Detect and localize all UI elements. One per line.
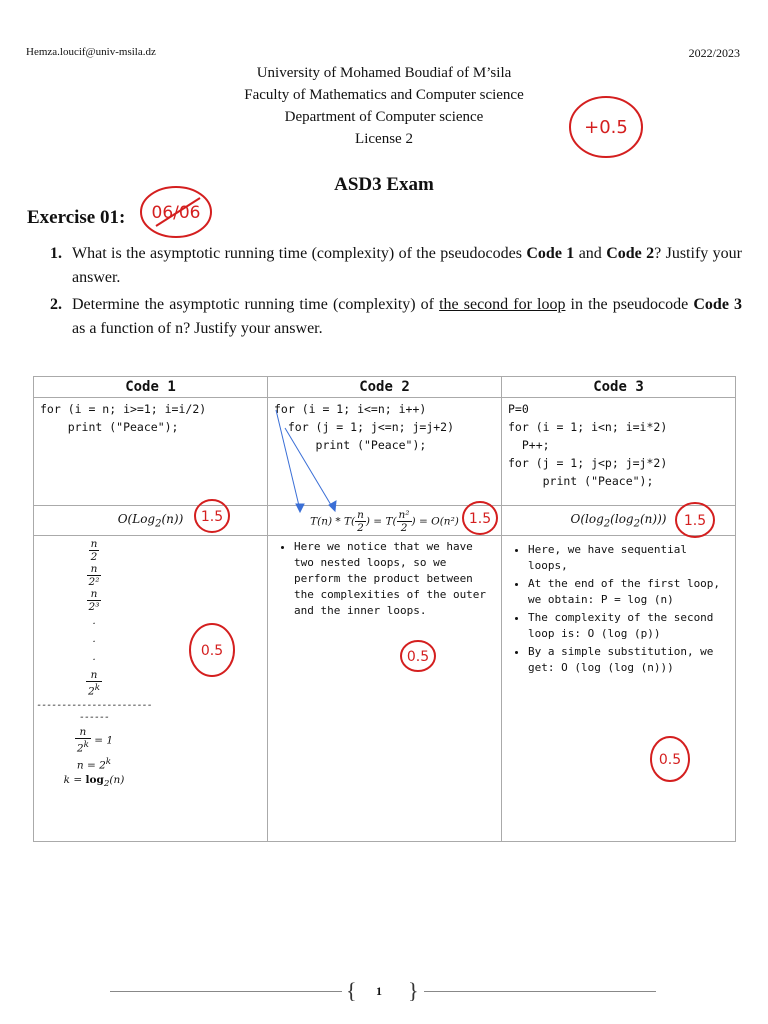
code-3-explanation-item-3: • The complexity of the second loop is: O (log (p)) [528,610,729,642]
exam-title: ASD3 Exam [334,174,434,195]
blue-arrows [276,410,336,512]
bonus-mark: +0.5 [584,117,628,138]
q1-code2: Code 2 [606,245,655,262]
author-email: Hemza.loucif@univ-msila.dz [26,46,156,58]
q2-underlined: the second for loop [439,296,566,313]
step-n-over-2-cubed: $\frac{n}{\text{2³}}$ [88,588,100,613]
header-code-3: Code 3 [502,377,736,398]
footer-line-left [110,991,342,992]
question-2-number: 2. [50,296,62,313]
page-brace-right: } [408,978,419,1003]
equation-3: $k = \log_2(n)$ [63,773,125,789]
page-brace-left: { [346,978,357,1003]
q1-text-b: ? Justify your answer. [72,245,742,286]
step-n-over-2: $\frac{n}{2}$ [90,538,98,563]
exercise-label: Exercise 01: [27,207,126,228]
code-3-explanation-item-4: • By a simple substitution, we get: O (log (log (n))) [528,644,729,676]
q2-text-a: Determine the asymptotic running time (complexity) of [72,296,440,313]
academic-year: 2022/2023 [688,46,740,60]
step-n-over-2-squared: $\frac{n}{\text{2²}}$ [88,563,100,588]
ink-text [152,117,707,768]
mark-expl2: 0.5 [406,649,430,665]
header-code-1: Code 1 [34,377,268,398]
complexity-code-2: T(n) * T( $\frac{n}{2}$ ) = T( $\frac{\text{n²}}{2}$ ) = O(n²) [310,509,459,534]
dot-3: . [92,651,96,663]
complexity-code-3: $O(\log_2(\log_2(n)))$ [570,512,667,530]
q2-code3: Code 3 [693,296,743,313]
question-1-number: 1. [50,245,62,262]
q1-and: and [574,245,607,262]
complexity-code-1: O(Log$_2$(n)) [117,512,184,530]
dot-2: . [92,633,96,645]
step-n-over-2-k: $\frac{n}{2^k}$ [88,669,100,698]
department-name: Department of Computer science [284,109,484,125]
code-3-listing: P=0 for (i = 1; i<n; i=i*2) P++; for (j = 1; j<p; j=j*2) print ("Peace"); [508,402,668,488]
faculty-name: Faculty of Mathematics and Computer science [244,87,524,103]
university-name: University of Mohamed Boudiaf of M’sila [256,65,512,81]
code-2-explanation-item: • Here we notice that we have two nested loops, so we perform the product between the complexities of the outer and the inner loops. [294,539,495,619]
code-3-explanation-item-1: • Here, we have sequential loops, [528,542,729,574]
q2-text-b: in the pseudocode [565,296,694,313]
equation-1: $\frac{n}{2^k}$ = 1 [76,725,114,754]
arrow-head-outer [296,504,304,512]
arrow-outer-loop [276,410,300,510]
mark-steps1: 0.5 [200,643,224,659]
ink-marks [141,97,714,781]
mark-cx3: 1.5 [683,513,707,529]
q2-text-c: as a function of n? Justify your answer. [72,320,323,337]
q1-text-a: What is the asymptotic running time (complexity) of the pseudocodes [72,245,527,262]
separator: ----------------------------- [36,699,152,723]
exercise-score: 06/06 [151,203,201,223]
q1-code1: Code 1 [526,245,575,262]
equation-2: $n = 2^k$ [76,757,112,772]
code-3-explanation-item-2: • At the end of the first loop, we obtain: P = log (n) [528,576,729,608]
arrow-inner-loop [285,428,334,510]
mark-cx2: 1.5 [468,511,492,527]
dot-1: . [92,615,96,627]
level: License 2 [355,131,413,147]
mark-cx1: 1.5 [200,509,224,525]
header-code-2: Code 2 [268,377,502,398]
page-number: 1 [376,984,382,998]
code-1-listing: for (i = n; i>=1; i=i/2) print ("Peace"); [40,402,207,434]
code-2-listing: for (i = 1; i<=n; i++) for (j = 1; j<=n; j=j+2) print ("Peace"); [274,402,455,452]
footer-line-right [424,991,656,992]
mark-expl3: 0.5 [658,752,682,768]
